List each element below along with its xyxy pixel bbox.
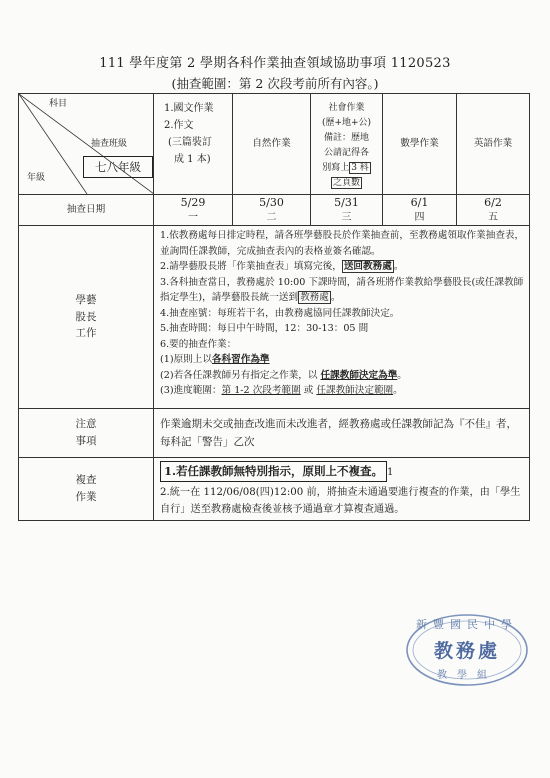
date-label: 抽查日期 [19, 195, 154, 226]
chinese-line-2: 2.作文 [164, 120, 194, 131]
corner-class-label: 抽查班級 [91, 139, 128, 149]
duty-6-2-text: (2)若各任課教師另有指定之作業，以 [160, 369, 321, 381]
duty-2-end: 。 [393, 261, 404, 273]
recheck-2: 2.統一在 112/06/08(四)12:00 前，將抽查未通過要進行複查的作業，由「學生自行」送至教務處檢查後並核予通過章才算複查通過。 [160, 486, 521, 515]
duty-6-2-emphasis: 任課教師決定為準 [320, 369, 398, 381]
subject-social [311, 94, 383, 195]
duty-6-2-end: 。 [397, 369, 407, 381]
duty-6: 6.要的抽查作業： [160, 338, 237, 350]
date-value: 5/30 [259, 196, 284, 210]
leader-label-line: 股長 [75, 310, 97, 323]
date-cell-2 [233, 195, 311, 226]
subject-nature: 自然作業 [233, 94, 311, 195]
duty-6-1 [160, 352, 525, 368]
recheck-1 [160, 461, 525, 482]
duty-2 [160, 259, 525, 275]
header-row [19, 94, 530, 195]
social-page-count-box: 之頁數 [332, 177, 360, 188]
date-cell-1 [154, 195, 233, 226]
social-line-5a: 別寫上 [322, 162, 350, 173]
notice-label [19, 409, 154, 458]
recheck-row [19, 458, 530, 521]
duty-6-3-or: 或 [300, 385, 317, 397]
leader-label-line: 學藝 [75, 293, 97, 306]
duty-4: 4.抽查座號：每班若干名，由教務處協同任課教師決定。 [160, 307, 400, 319]
document-title: 111 學年度第 2 學期各科作業抽查領域協助事項 1120523 [99, 56, 451, 71]
recheck-label-line: 複查 [75, 474, 97, 487]
social-line-1: 社會作業 [328, 103, 365, 114]
duty-6-1-text: (1)原則上以 [160, 354, 212, 366]
duty-3-text: 3.各科抽查當日，教務處於 10:00 下課時間，請各班將作業教給學藝股長(或任課教師指定學生)，請學藝股長統一送到 [160, 276, 524, 304]
corner-subject-label: 科目 [48, 99, 67, 109]
duty-3 [160, 275, 525, 306]
leader-row [19, 226, 530, 409]
leader-label-line: 工作 [75, 327, 97, 340]
social-three-subjects-box: 3 科 [351, 162, 369, 173]
corner-cell [19, 94, 154, 195]
duty-6-1-emphasis: 各科習作為準 [211, 354, 270, 366]
chinese-line-1: 1.國文作業 [164, 103, 214, 114]
social-line-5 [311, 161, 382, 176]
notice-row [19, 409, 530, 458]
duty-3-office-box: 教務處 [300, 292, 329, 304]
date-weekday: 五 [488, 211, 498, 223]
social-line-2: (歷+地+公) [321, 118, 372, 129]
recheck-label [19, 458, 154, 521]
duty-6-3-text: (3)進度範圍： [160, 385, 222, 397]
corner-grade-label: 年級 [27, 173, 46, 184]
subject-chinese [154, 94, 233, 195]
date-weekday: 三 [341, 211, 352, 223]
duty-6-3-range-b: 任課教師決定範圍 [316, 385, 394, 397]
duty-2-text: 2.請學藝股長將「作業抽查表」填寫完後， [160, 261, 342, 273]
leader-duties [154, 226, 530, 409]
date-cell-3 [311, 195, 383, 226]
stamp-school-name: 新豐國民中學 [416, 618, 518, 631]
notice-text: 作業逾期未交或抽查改進而未改進者，經教務處或任課教師記為『不佳』者，每科記「警告」乙次 [154, 409, 530, 458]
date-cell-4 [383, 195, 457, 226]
academic-office-stamp [404, 612, 530, 688]
duty-5: 5.抽查時間：每日中午時間，12：30-13：05 間 [160, 323, 369, 335]
chinese-line-4: 成 1 本) [174, 154, 211, 165]
inspection-table [18, 93, 530, 521]
chinese-line-3: (三篇裝訂 [168, 137, 212, 148]
recheck-1-mark: 1 [387, 467, 394, 478]
subject-english: 英語作業 [457, 94, 530, 195]
recheck-no-recheck-box: 1.若任課教師無特別指示，原則上不複查。 [160, 461, 387, 482]
date-value: 6/2 [484, 196, 502, 210]
social-line-3: 備註：歷地 [323, 133, 369, 144]
duty-1: 1.依教務處每日排定時程，請各班學藝股長於作業抽查前，至教務處領取作業抽查表，並詢問任課教師，完成抽查表內的表格並簽名確認。 [160, 230, 525, 257]
date-value: 6/1 [410, 196, 429, 210]
date-weekday: 四 [414, 211, 425, 223]
duty-6-3-range-a: 第 1-2 次段考範圍 [221, 385, 301, 397]
date-weekday: 一 [188, 211, 198, 223]
duty-6-2 [160, 368, 525, 384]
duty-3-end: 。 [330, 292, 341, 304]
leader-label [19, 226, 154, 409]
notice-label-line: 注意 [75, 418, 97, 431]
duty-6-3 [160, 383, 525, 399]
grade-box: 七八年級 [83, 156, 153, 178]
date-value: 5/29 [180, 196, 206, 210]
date-value: 5/31 [334, 196, 359, 210]
notice-label-line: 事項 [75, 435, 97, 447]
social-line-4: 公請記得各 [323, 148, 369, 158]
stamp-office-name: 教務處 [433, 640, 500, 662]
subject-math: 數學作業 [383, 94, 457, 195]
date-row [19, 195, 530, 226]
date-weekday: 二 [266, 211, 277, 223]
recheck-label-line: 作業 [75, 491, 97, 504]
date-cell-5 [457, 195, 530, 226]
duty-2-return-box: 送回教務處 [343, 261, 392, 273]
duty-6-3-end: 。 [393, 385, 403, 397]
document-subtitle: (抽查範圍：第 2 次段考前所有內容。) [171, 76, 379, 91]
stamp-section-name: 教學組 [437, 670, 497, 681]
social-line-6 [311, 176, 382, 191]
recheck-text [154, 458, 530, 521]
